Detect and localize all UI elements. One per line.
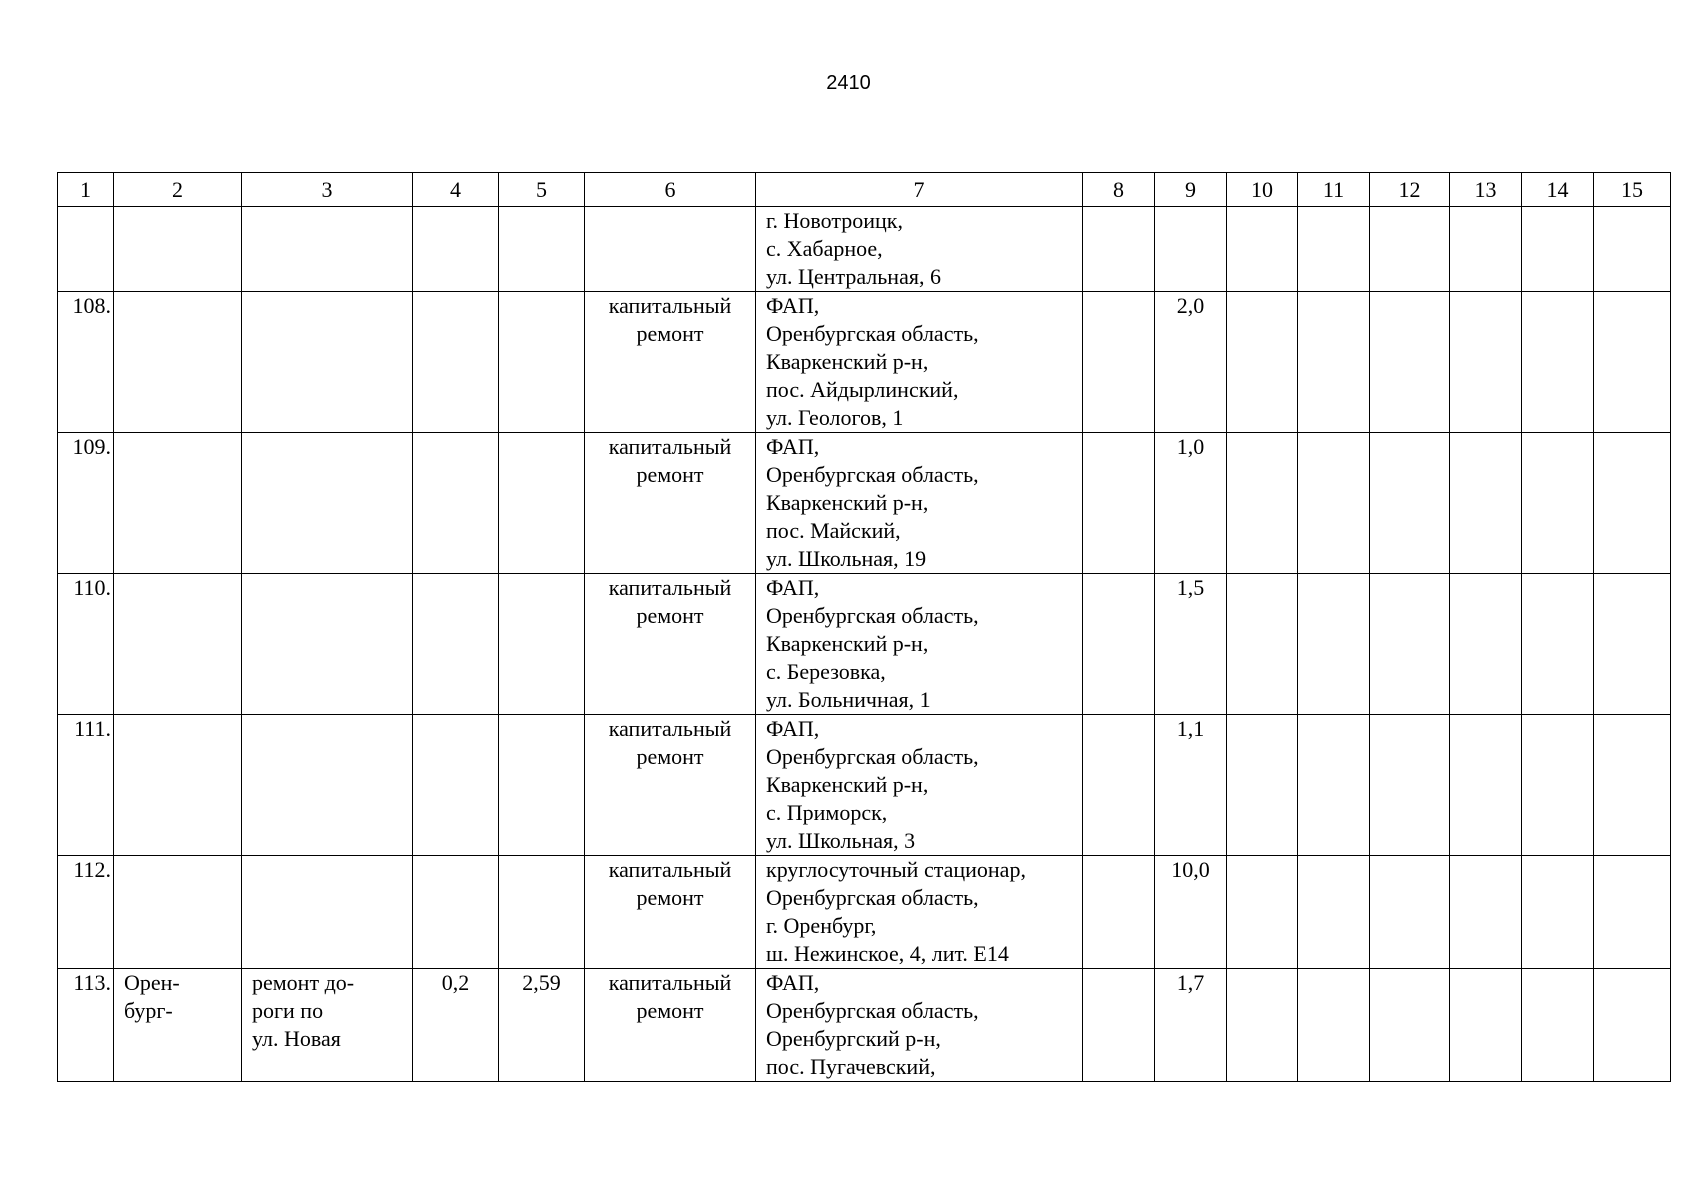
cell-col-12 [1370,856,1450,969]
table-row [58,574,1671,715]
cell-col-6: капитальный ремонт [585,433,756,574]
cell-col-13 [1450,969,1522,1082]
cell-col-10 [1227,292,1298,433]
cell-col-5 [499,207,585,292]
cell-col-9 [1155,207,1227,292]
column-header: 13 [1450,173,1522,207]
cell-col-13 [1450,715,1522,856]
cell-col-11 [1298,969,1370,1082]
cell-col-5 [499,433,585,574]
column-header: 12 [1370,173,1450,207]
cell-col-9: 1,5 [1155,574,1227,715]
cell-col-15 [1594,969,1671,1082]
column-header: 3 [242,173,413,207]
table-body [58,207,1671,1082]
cell-col-15 [1594,715,1671,856]
cell-col-10 [1227,969,1298,1082]
cell-col-12 [1370,574,1450,715]
cell-col-13 [1450,207,1522,292]
cell-col-10 [1227,856,1298,969]
cell-col-15 [1594,207,1671,292]
cell-col-3 [242,207,413,292]
cell-col-13 [1450,433,1522,574]
table-row [58,856,1671,969]
cell-col-14 [1522,574,1594,715]
cell-col-3 [242,715,413,856]
cell-col-9: 1,0 [1155,433,1227,574]
cell-col-8 [1083,207,1155,292]
cell-col-8 [1083,292,1155,433]
cell-col-6: капитальный ремонт [585,715,756,856]
cell-col-9: 1,7 [1155,969,1227,1082]
cell-col-3 [242,856,413,969]
cell-col-4: 0,2 [413,969,499,1082]
cell-col-5 [499,715,585,856]
cell-col-3 [242,574,413,715]
cell-col-10 [1227,433,1298,574]
cell-col-5: 2,59 [499,969,585,1082]
cell-col-7: ФАП, Оренбургская область, Кваркенский р-н, с. Березовка, ул. Больничная, 1 [756,574,1083,715]
cell-col-7: ФАП, Оренбургская область, Оренбургский р-н, пос. Пугачевский, [756,969,1083,1082]
cell-col-12 [1370,433,1450,574]
cell-col-7: ФАП, Оренбургская область, Кваркенский р-н, пос. Майский, ул. Школьная, 19 [756,433,1083,574]
data-table [57,172,1671,1082]
column-header: 11 [1298,173,1370,207]
cell-col-13 [1450,574,1522,715]
cell-col-2 [114,574,242,715]
column-header: 6 [585,173,756,207]
cell-col-12 [1370,715,1450,856]
cell-col-6: капитальный ремонт [585,856,756,969]
table-row [58,207,1671,292]
cell-col-15 [1594,856,1671,969]
cell-col-14 [1522,715,1594,856]
cell-col-15 [1594,433,1671,574]
cell-col-8 [1083,969,1155,1082]
cell-col-3 [242,433,413,574]
cell-col-7: г. Новотроицк, с. Хабарное, ул. Центральная, 6 [756,207,1083,292]
cell-col-10 [1227,574,1298,715]
column-header: 1 [58,173,114,207]
cell-col-2: Орен- бург- [114,969,242,1082]
cell-col-14 [1522,292,1594,433]
table-row [58,969,1671,1082]
cell-col-13 [1450,292,1522,433]
cell-col-1: 112. [58,856,114,969]
cell-col-7: круглосуточный стационар, Оренбургская область, г. Оренбург, ш. Нежинское, 4, лит. Е14 [756,856,1083,969]
cell-col-1: 109. [58,433,114,574]
cell-col-10 [1227,207,1298,292]
column-header: 2 [114,173,242,207]
cell-col-1: 108. [58,292,114,433]
cell-col-5 [499,574,585,715]
cell-col-2 [114,433,242,574]
cell-col-6: капитальный ремонт [585,574,756,715]
column-header: 14 [1522,173,1594,207]
cell-col-12 [1370,969,1450,1082]
column-header: 7 [756,173,1083,207]
cell-col-6 [585,207,756,292]
page-number: 2410 [826,72,871,94]
cell-col-3 [242,292,413,433]
column-header: 4 [413,173,499,207]
cell-col-4 [413,574,499,715]
cell-col-4 [413,292,499,433]
cell-col-8 [1083,856,1155,969]
cell-col-11 [1298,715,1370,856]
cell-col-6: капитальный ремонт [585,292,756,433]
table-row [58,715,1671,856]
cell-col-14 [1522,433,1594,574]
column-header: 9 [1155,173,1227,207]
cell-col-5 [499,292,585,433]
cell-col-3: ремонт до- роги по ул. Новая [242,969,413,1082]
cell-col-15 [1594,574,1671,715]
cell-col-4 [413,207,499,292]
cell-col-4 [413,715,499,856]
cell-col-12 [1370,207,1450,292]
cell-col-8 [1083,574,1155,715]
cell-col-1: 110. [58,574,114,715]
cell-col-9: 2,0 [1155,292,1227,433]
cell-col-14 [1522,207,1594,292]
cell-col-14 [1522,969,1594,1082]
cell-col-2 [114,856,242,969]
column-header: 8 [1083,173,1155,207]
cell-col-11 [1298,207,1370,292]
cell-col-1: 111. [58,715,114,856]
cell-col-12 [1370,292,1450,433]
cell-col-2 [114,207,242,292]
cell-col-15 [1594,292,1671,433]
cell-col-9: 1,1 [1155,715,1227,856]
cell-col-11 [1298,292,1370,433]
cell-col-11 [1298,574,1370,715]
cell-col-5 [499,856,585,969]
cell-col-10 [1227,715,1298,856]
cell-col-7: ФАП, Оренбургская область, Кваркенский р-н, пос. Айдырлинский, ул. Геологов, 1 [756,292,1083,433]
column-header: 15 [1594,173,1671,207]
cell-col-9: 10,0 [1155,856,1227,969]
cell-col-11 [1298,856,1370,969]
column-header: 10 [1227,173,1298,207]
table-row [58,292,1671,433]
cell-col-4 [413,433,499,574]
cell-col-8 [1083,433,1155,574]
cell-col-13 [1450,856,1522,969]
cell-col-1 [58,207,114,292]
cell-col-1: 113. [58,969,114,1082]
table-row [58,433,1671,574]
cell-col-14 [1522,856,1594,969]
cell-col-4 [413,856,499,969]
cell-col-6: капитальный ремонт [585,969,756,1082]
cell-col-2 [114,715,242,856]
cell-col-7: ФАП, Оренбургская область, Кваркенский р-н, с. Приморск, ул. Школьная, 3 [756,715,1083,856]
cell-col-2 [114,292,242,433]
cell-col-11 [1298,433,1370,574]
table-header [58,173,1671,207]
column-header: 5 [499,173,585,207]
header-row [58,173,1671,207]
cell-col-8 [1083,715,1155,856]
